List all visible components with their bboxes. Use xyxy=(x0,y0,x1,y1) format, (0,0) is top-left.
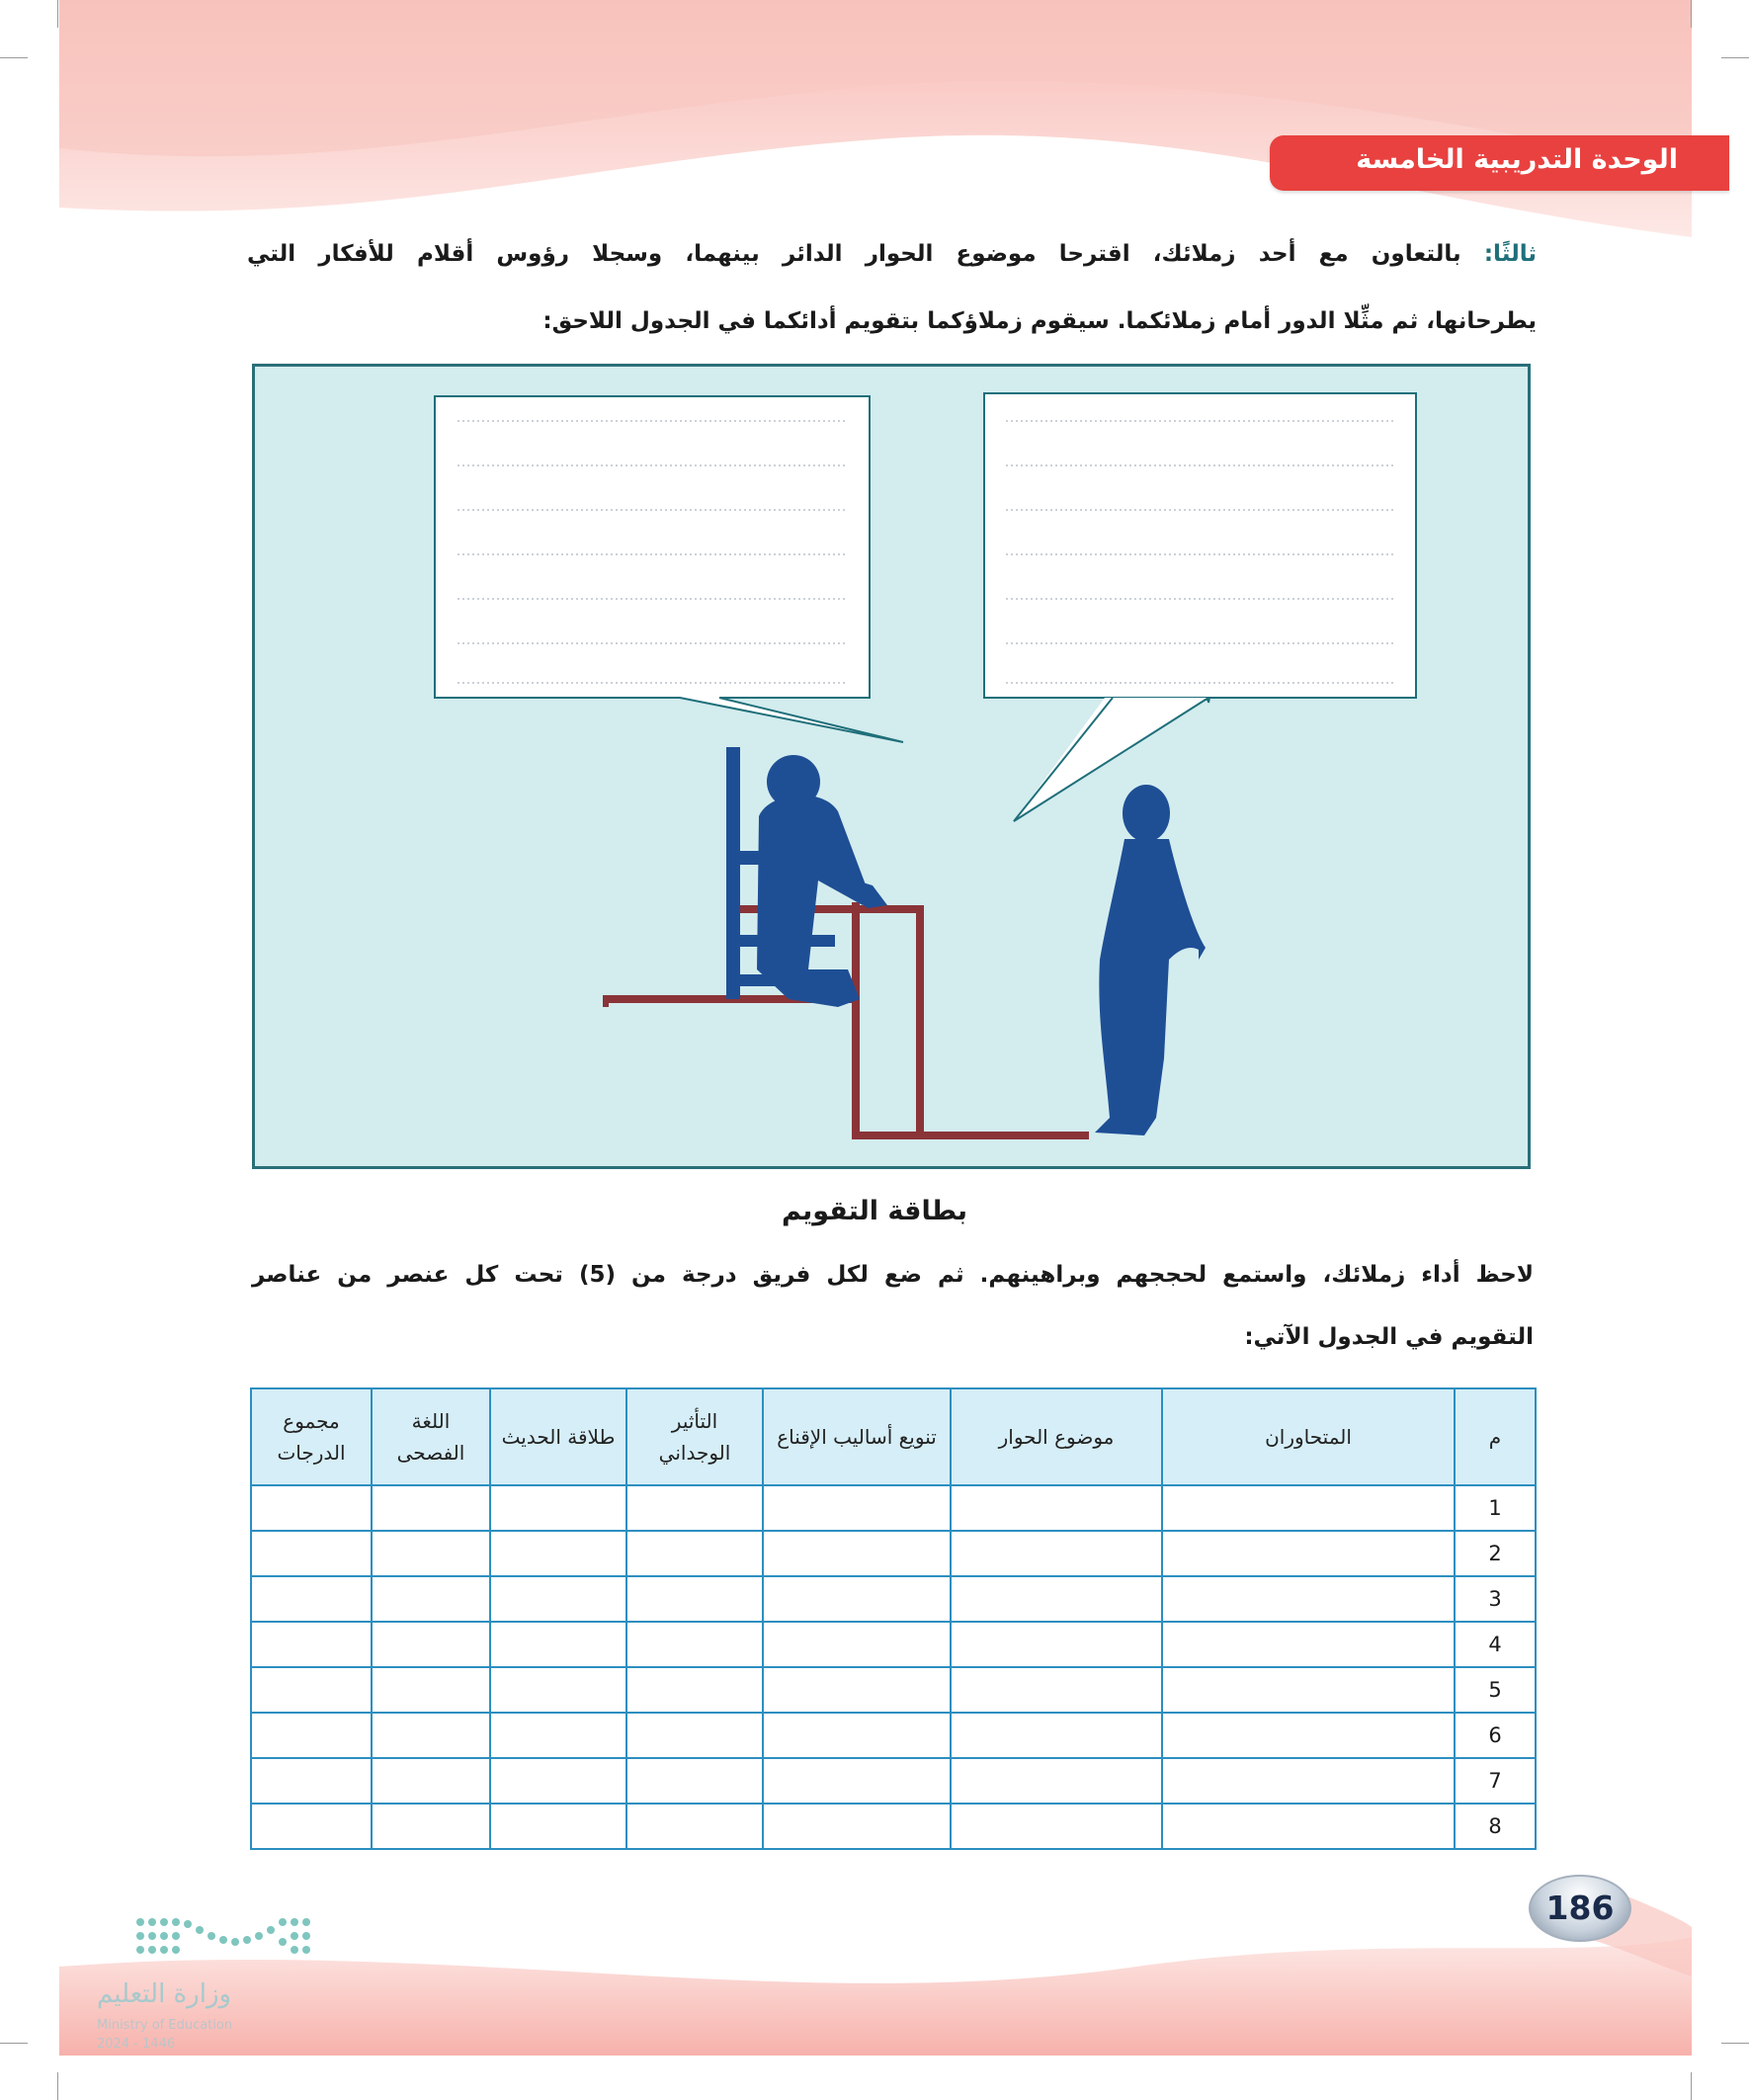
score-entry-cell[interactable] xyxy=(1162,1531,1455,1576)
evaluation-table xyxy=(250,1387,1537,1850)
score-entry-cell[interactable] xyxy=(372,1576,490,1622)
score-entry-cell[interactable] xyxy=(1162,1804,1455,1849)
score-entry-cell[interactable] xyxy=(372,1622,490,1667)
score-entry-cell[interactable] xyxy=(1162,1622,1455,1667)
row-number-cell: 1 xyxy=(1455,1485,1536,1531)
seated-person-silhouette xyxy=(726,747,887,1007)
ministry-name-arabic: وزارة التعليم xyxy=(97,1979,232,2009)
score-entry-cell[interactable] xyxy=(372,1804,490,1849)
score-entry-cell[interactable] xyxy=(951,1804,1162,1849)
column-header-total-score: مجموع الدرجات xyxy=(251,1388,372,1485)
table-row xyxy=(251,1804,1536,1849)
score-entry-cell[interactable] xyxy=(251,1667,372,1713)
score-entry-cell[interactable] xyxy=(1162,1576,1455,1622)
score-entry-cell[interactable] xyxy=(951,1667,1162,1713)
score-entry-cell[interactable] xyxy=(763,1667,951,1713)
table-row xyxy=(251,1758,1536,1804)
score-entry-cell[interactable] xyxy=(251,1713,372,1758)
desk-illustration xyxy=(603,902,1089,1139)
standing-person-silhouette xyxy=(1095,785,1206,1135)
score-entry-cell[interactable] xyxy=(626,1485,763,1531)
dialogue-illustration xyxy=(252,364,1531,1169)
table-row xyxy=(251,1531,1536,1576)
score-entry-cell[interactable] xyxy=(1162,1758,1455,1804)
score-entry-cell[interactable] xyxy=(763,1576,951,1622)
score-entry-cell[interactable] xyxy=(763,1713,951,1758)
score-entry-cell[interactable] xyxy=(490,1622,626,1667)
left-speech-bubble[interactable] xyxy=(435,396,903,742)
ministry-name-english: Ministry of Education xyxy=(97,2018,233,2033)
score-entry-cell[interactable] xyxy=(490,1758,626,1804)
score-entry-cell[interactable] xyxy=(372,1667,490,1713)
score-entry-cell[interactable] xyxy=(490,1667,626,1713)
crop-mark xyxy=(0,2043,28,2044)
score-entry-cell[interactable] xyxy=(251,1622,372,1667)
score-entry-cell[interactable] xyxy=(626,1622,763,1667)
table-row xyxy=(251,1622,1536,1667)
score-entry-cell[interactable] xyxy=(626,1531,763,1576)
row-number-cell: 4 xyxy=(1455,1622,1536,1667)
crop-mark xyxy=(1721,57,1749,58)
score-entry-cell[interactable] xyxy=(626,1804,763,1849)
ministry-logo-icon xyxy=(97,1902,324,1976)
score-entry-cell[interactable] xyxy=(1162,1667,1455,1713)
score-entry-cell[interactable] xyxy=(490,1531,626,1576)
crop-mark xyxy=(1691,2072,1692,2100)
score-entry-cell[interactable] xyxy=(763,1758,951,1804)
edition-year: 2024 - 1446 xyxy=(97,2037,176,2052)
column-header-topic: موضوع الحوار xyxy=(951,1388,1162,1485)
row-number-cell: 5 xyxy=(1455,1667,1536,1713)
crop-mark xyxy=(1721,2043,1749,2044)
ministry-logo xyxy=(97,1902,324,2060)
score-entry-cell[interactable] xyxy=(951,1713,1162,1758)
score-entry-cell[interactable] xyxy=(763,1485,951,1531)
row-number-cell: 3 xyxy=(1455,1576,1536,1622)
evaluation-instruction-line-2: التقويم في الجدول الآتي: xyxy=(1244,1324,1534,1350)
score-entry-cell[interactable] xyxy=(490,1713,626,1758)
intro-text-1: بالتعاون مع أحد زملائك، اقترحا موضوع الحوار الدائر بينهما، وسجلا رؤوس أقلام للأفكار التي xyxy=(247,241,1461,267)
column-header-speakers: المتحاوران xyxy=(1162,1388,1455,1485)
table-row xyxy=(251,1485,1536,1531)
table-header-row xyxy=(251,1388,1536,1485)
score-entry-cell[interactable] xyxy=(490,1485,626,1531)
score-entry-cell[interactable] xyxy=(626,1667,763,1713)
score-entry-cell[interactable] xyxy=(251,1758,372,1804)
score-entry-cell[interactable] xyxy=(251,1531,372,1576)
score-entry-cell[interactable] xyxy=(1162,1485,1455,1531)
score-entry-cell[interactable] xyxy=(951,1622,1162,1667)
table-row xyxy=(251,1576,1536,1622)
score-entry-cell[interactable] xyxy=(372,1531,490,1576)
score-entry-cell[interactable] xyxy=(626,1713,763,1758)
score-entry-cell[interactable] xyxy=(951,1758,1162,1804)
score-entry-cell[interactable] xyxy=(951,1531,1162,1576)
table-row xyxy=(251,1667,1536,1713)
score-entry-cell[interactable] xyxy=(626,1576,763,1622)
crop-mark xyxy=(57,2072,58,2100)
score-entry-cell[interactable] xyxy=(372,1485,490,1531)
score-entry-cell[interactable] xyxy=(490,1576,626,1622)
score-entry-cell[interactable] xyxy=(951,1576,1162,1622)
unit-title: الوحدة التدريبية الخامسة xyxy=(1356,144,1678,175)
score-entry-cell[interactable] xyxy=(1162,1713,1455,1758)
crop-mark xyxy=(57,0,58,28)
score-entry-cell[interactable] xyxy=(251,1804,372,1849)
intro-paragraph-line-2: يطرحانها، ثم مثِّلا الدور أمام زملائكما. سيقوم زملاؤكما بتقويم أدائكما في الجدول اللاحق: xyxy=(542,308,1537,334)
table-row xyxy=(251,1713,1536,1758)
row-number-cell: 8 xyxy=(1455,1804,1536,1849)
evaluation-instruction-line-1: لاحظ أداء زملائك، واستمع لحججهم وبراهينهم. ثم ضع لكل فريق درجة من (5) تحت كل عنصر من عناصر xyxy=(252,1262,1534,1288)
score-entry-cell[interactable] xyxy=(372,1758,490,1804)
unit-header-tab xyxy=(1270,135,1729,191)
column-header-emotional-impact: التأثير الوجداني xyxy=(626,1388,763,1485)
score-entry-cell[interactable] xyxy=(763,1622,951,1667)
intro-paragraph-line-1 xyxy=(247,234,1537,274)
score-entry-cell[interactable] xyxy=(763,1804,951,1849)
page-number-badge: 186 xyxy=(1529,1875,1631,1942)
score-entry-cell[interactable] xyxy=(251,1576,372,1622)
evaluation-card-title: بطاقة التقويم xyxy=(781,1196,968,1226)
right-speech-bubble[interactable] xyxy=(984,393,1416,821)
score-entry-cell[interactable] xyxy=(372,1713,490,1758)
score-entry-cell[interactable] xyxy=(251,1485,372,1531)
column-header-fluency: طلاقة الحديث xyxy=(490,1388,626,1485)
row-number-cell: 7 xyxy=(1455,1758,1536,1804)
column-header-number: م xyxy=(1455,1388,1536,1485)
score-entry-cell[interactable] xyxy=(763,1531,951,1576)
intro-lead-label: ثالثًا: xyxy=(1483,241,1537,267)
row-number-cell: 6 xyxy=(1455,1713,1536,1758)
crop-mark xyxy=(0,57,28,58)
score-entry-cell[interactable] xyxy=(951,1485,1162,1531)
row-number-cell: 2 xyxy=(1455,1531,1536,1576)
score-entry-cell[interactable] xyxy=(626,1758,763,1804)
column-header-persuasion: تنويع أساليب الإقناع xyxy=(763,1388,951,1485)
crop-mark xyxy=(1691,0,1692,28)
column-header-standard-language: اللغة الفصحى xyxy=(372,1388,490,1485)
score-entry-cell[interactable] xyxy=(490,1804,626,1849)
